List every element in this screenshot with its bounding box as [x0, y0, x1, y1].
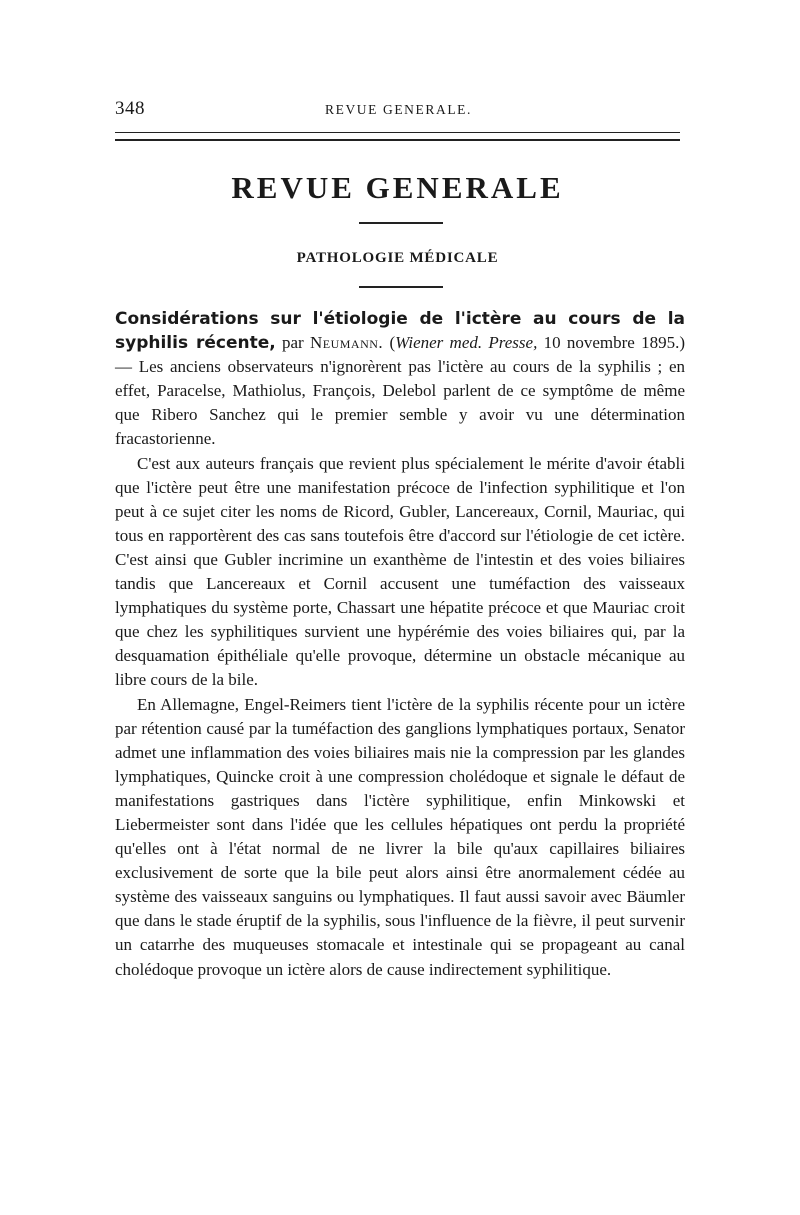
article-body: [115, 307, 685, 982]
citation-open: (: [383, 333, 396, 353]
article-by: par: [275, 333, 310, 353]
title-divider: [359, 222, 443, 224]
running-head: [115, 98, 680, 124]
page-title: REVUE GENERALE: [231, 170, 564, 205]
journal-name: Wiener med. Presse,: [395, 333, 538, 353]
header-double-rule: [115, 132, 680, 142]
running-title: REVUE GENERALE.: [325, 102, 472, 117]
section-title: PATHOLOGIE MÉDICALE: [296, 250, 499, 266]
paragraph-1-text: — Les anciens observateurs n'ignorèrent pas l'ictère au cours de la syphilis ; en effet, Paracelse, Mathiolus, François, Delebol parlent de ce symptôme de même que Ribero Sanchez qui le premier semble y avoir vu une détermination fracastorienne.: [115, 357, 685, 449]
article-author: Neumann.: [309, 333, 384, 353]
citation-date: 10 novembre 1895.): [537, 333, 686, 353]
paragraph-2: C'est aux auteurs français que revient plus spécialement le mérite d'avoir établi que l'ictère peut être une manifestation précoce de l'infection syphilitique et l'on peut à ce sujet citer les noms de Ricord, Gubler, Lancereaux, Cornil, Mauriac, qui tous en rapportèrent des cas sans toutefois être d'accord sur l'étiologie de cet ictère. C'est ainsi que Gubler incrimine un exanthème de l'intestin et des voies biliaires tandis que Lancereaux et Cornil accusent une tuméfaction des vaisseaux lymphatiques du système porte, Chassart une hépatite précoce et que Mauriac croit que chez les syphilitiques survient une hypérémie des voies biliaires qui, par la desquamation épithéliale qu'elle provoque, détermine un obstacle mécanique au libre cours de la bile.: [115, 453, 685, 690]
page-number: 348: [115, 98, 145, 119]
section-divider: [359, 286, 443, 288]
paragraph-3: En Allemagne, Engel-Reimers tient l'ictère de la syphilis récente pour un ictère par rétention causé par la tuméfaction des ganglions lymphatiques portaux, Senator admet une inflammation des voies biliaires mais nie la compression par les glandes lymphatiques, Quincke croit à une compression cholédoque et signale le défaut de manifestations gastriques dans l'ictère syphilitique, enfin Minkowski et Liebermeister sont dans l'idée que les cellules hépatiques ont perdu la propriété qu'elles ont à l'état normal de ne livrer la bile qu'aux capillaires biliaires exclusivement de sorte que la bile peut alors ainsi être anormalement cédée au système des vaisseaux sanguins ou lymphatiques. Il faut aussi savoir avec Bäumler que dans le stade éruptif de la syphilis, sous l'influence de la fièvre, il peut survenir un catarrhe des muqueuses stomacale et intestinale qui se propageant au canal cholédoque provoque un ictère alors de cause indirectement syphilitique.: [115, 694, 685, 979]
article-title: Considérations sur l'étiologie de l'ictère au cours de la syphilis récente,: [115, 309, 685, 354]
paragraph-1: [115, 307, 685, 452]
